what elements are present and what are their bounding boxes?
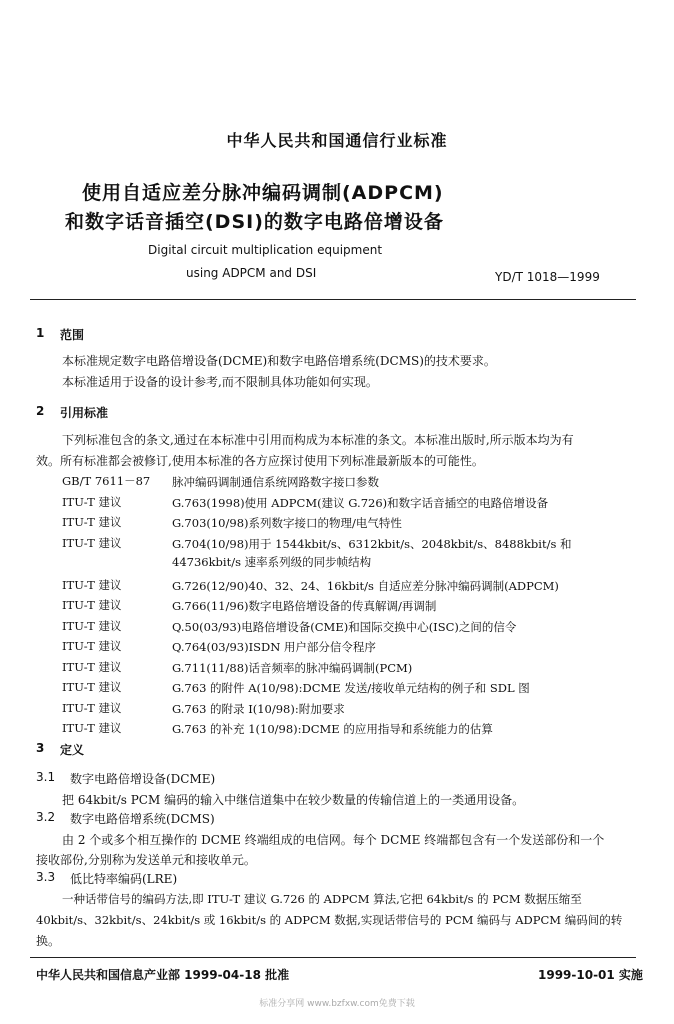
reference-code: GB/T 7611－87 [62, 474, 151, 488]
reference-code: ITU-T 建议 [62, 700, 122, 715]
reference-title: G.763 的附件 A(10/98):DCME 发送/接收单元结构的例子和 SDL 图 [172, 681, 530, 695]
reference-title: 脉冲编码调制通信系统网路数字接口参数 [172, 475, 379, 489]
definition-3-2-title: 数字电路倍增系统(DCMS) [70, 812, 215, 826]
section2-number: 2 [36, 404, 45, 418]
title-chinese-line1: 使用自适应差分脉冲编码调制(ADPCM) [82, 182, 444, 204]
section1-line1: 本标准规定数字电路倍增设备(DCME)和数字电路倍增系统(DCMS)的技术要求。 [62, 354, 496, 368]
standard-number: YD/T 1018—1999 [495, 270, 600, 284]
definition-3-2-text-line2: 接收部份,分别称为发送单元和接收单元。 [36, 853, 256, 867]
reference-row [62, 700, 632, 721]
definition-3-2-text-line1: 由 2 个或多个相互操作的 DCME 终端组成的电信网。每个 DCME 终端都包含有一个发送部份和一个 [62, 833, 605, 847]
definition-3-2-number: 3.2 [36, 810, 56, 824]
definition-3-1-text: 把 64kbit/s PCM 编码的输入中继信道集中在较少数量的传输信道上的一类通用设备。 [62, 793, 525, 807]
reference-code: ITU-T 建议 [62, 577, 122, 592]
definition-3-1-number: 3.1 [36, 770, 56, 784]
reference-row [62, 577, 632, 598]
definition-3-3-title: 低比特率编码(LRE) [70, 872, 178, 886]
section3-number: 3 [36, 741, 45, 755]
reference-code: ITU-T 建议 [62, 639, 122, 653]
reference-code: ITU-T 建议 [62, 659, 122, 674]
references-list [62, 473, 632, 741]
reference-code: ITU-T 建议 [62, 680, 122, 694]
reference-row [62, 618, 632, 639]
reference-code: ITU-T 建议 [62, 618, 122, 633]
approval-statement: 中华人民共和国信息产业部 1999-04-18 批准 [36, 968, 290, 982]
reference-title: G.763 的补充 1(10/98):DCME 的应用指导和系统能力的估算 [172, 722, 493, 736]
reference-code: ITU-T 建议 [62, 598, 122, 612]
title-english-line1: Digital circuit multiplication equipment [148, 243, 383, 257]
section1-title: 范围 [60, 328, 85, 342]
reference-row [62, 679, 632, 700]
footer-divider [30, 957, 636, 958]
title-chinese-line2: 和数字话音插空(DSI)的数字电路倍增设备 [65, 211, 444, 233]
reference-title: G.703(10/98)系列数字接口的物理/电气特性 [172, 516, 402, 530]
reference-code: ITU-T 建议 [62, 721, 122, 735]
site-watermark: 标准分享网 www.bzfxw.com免费下载 [259, 999, 415, 1009]
section1-number: 1 [36, 326, 45, 340]
reference-code: ITU-T 建议 [62, 535, 122, 550]
reference-row [62, 597, 632, 618]
reference-code: ITU-T 建议 [62, 494, 122, 509]
definition-3-3-text-line2: 40kbit/s、32kbit/s、24kbit/s 或 16kbit/s 的 ADPCM 数据,实现话带信号的 PCM 编码与 ADPCM 编码间的转 [36, 913, 623, 927]
section3-title: 定义 [60, 743, 85, 757]
reference-title: Q.764(03/93)ISDN 用户部分信令程序 [172, 640, 376, 654]
reference-title: G.763 的附录 I(10/98):附加要求 [172, 701, 345, 716]
reference-row [62, 535, 632, 577]
definition-3-3-number: 3.3 [36, 870, 56, 884]
header-divider [30, 299, 636, 300]
reference-row [62, 659, 632, 680]
title-english-line2: using ADPCM and DSI [186, 266, 317, 280]
reference-title: Q.50(03/93)电路倍增设备(CME)和国际交换中心(ISC)之间的信令 [172, 619, 517, 634]
reference-row [62, 514, 632, 535]
reference-code: ITU-T 建议 [62, 515, 122, 529]
reference-row [62, 638, 632, 659]
section1-line2: 本标准适用于设备的设计参考,而不限制具体功能如何实现。 [62, 375, 378, 389]
reference-row [62, 720, 632, 741]
reference-row [62, 494, 632, 515]
section2-title: 引用标准 [60, 406, 109, 420]
definition-3-3-text-line1: 一种话带信号的编码方法,即 ITU-T 建议 G.726 的 ADPCM 算法,它把 64kbit/s 的 PCM 数据压缩至 [62, 892, 582, 906]
definition-3-3-text-line3: 换。 [36, 934, 61, 948]
reference-title: G.704(10/98)用于 1544kbit/s、6312kbit/s、2048kbit/s、8488kbit/s 和 44736kbit/s 速率系列级的同步帧结构 [172, 536, 572, 569]
reference-title: G.763(1998)使用 ADPCM(建议 G.726)和数字话音插空的电路倍增设备 [172, 495, 549, 510]
section2-intro-line2: 效。所有标准都会被修订,使用本标准的各方应探讨使用下列标准最新版本的可能性。 [36, 454, 484, 468]
reference-title: G.711(11/88)话音频率的脉冲编码调制(PCM) [172, 660, 413, 675]
section2-intro-line1: 下列标准包含的条文,通过在本标准中引用而构成为本标准的条文。本标准出版时,所示版本均为有 [62, 433, 574, 447]
issuing-org-heading: 中华人民共和国通信行业标准 [226, 131, 448, 150]
reference-title: G.726(12/90)40、32、24、16kbit/s 自适应差分脉冲编码调制(ADPCM) [172, 578, 559, 593]
definition-3-1-title: 数字电路倍增设备(DCME) [70, 772, 216, 786]
reference-title: G.766(11/96)数字电路倍增设备的传真解调/再调制 [172, 599, 437, 613]
reference-row [62, 473, 632, 494]
implementation-date: 1999-10-01 实施 [538, 968, 643, 982]
